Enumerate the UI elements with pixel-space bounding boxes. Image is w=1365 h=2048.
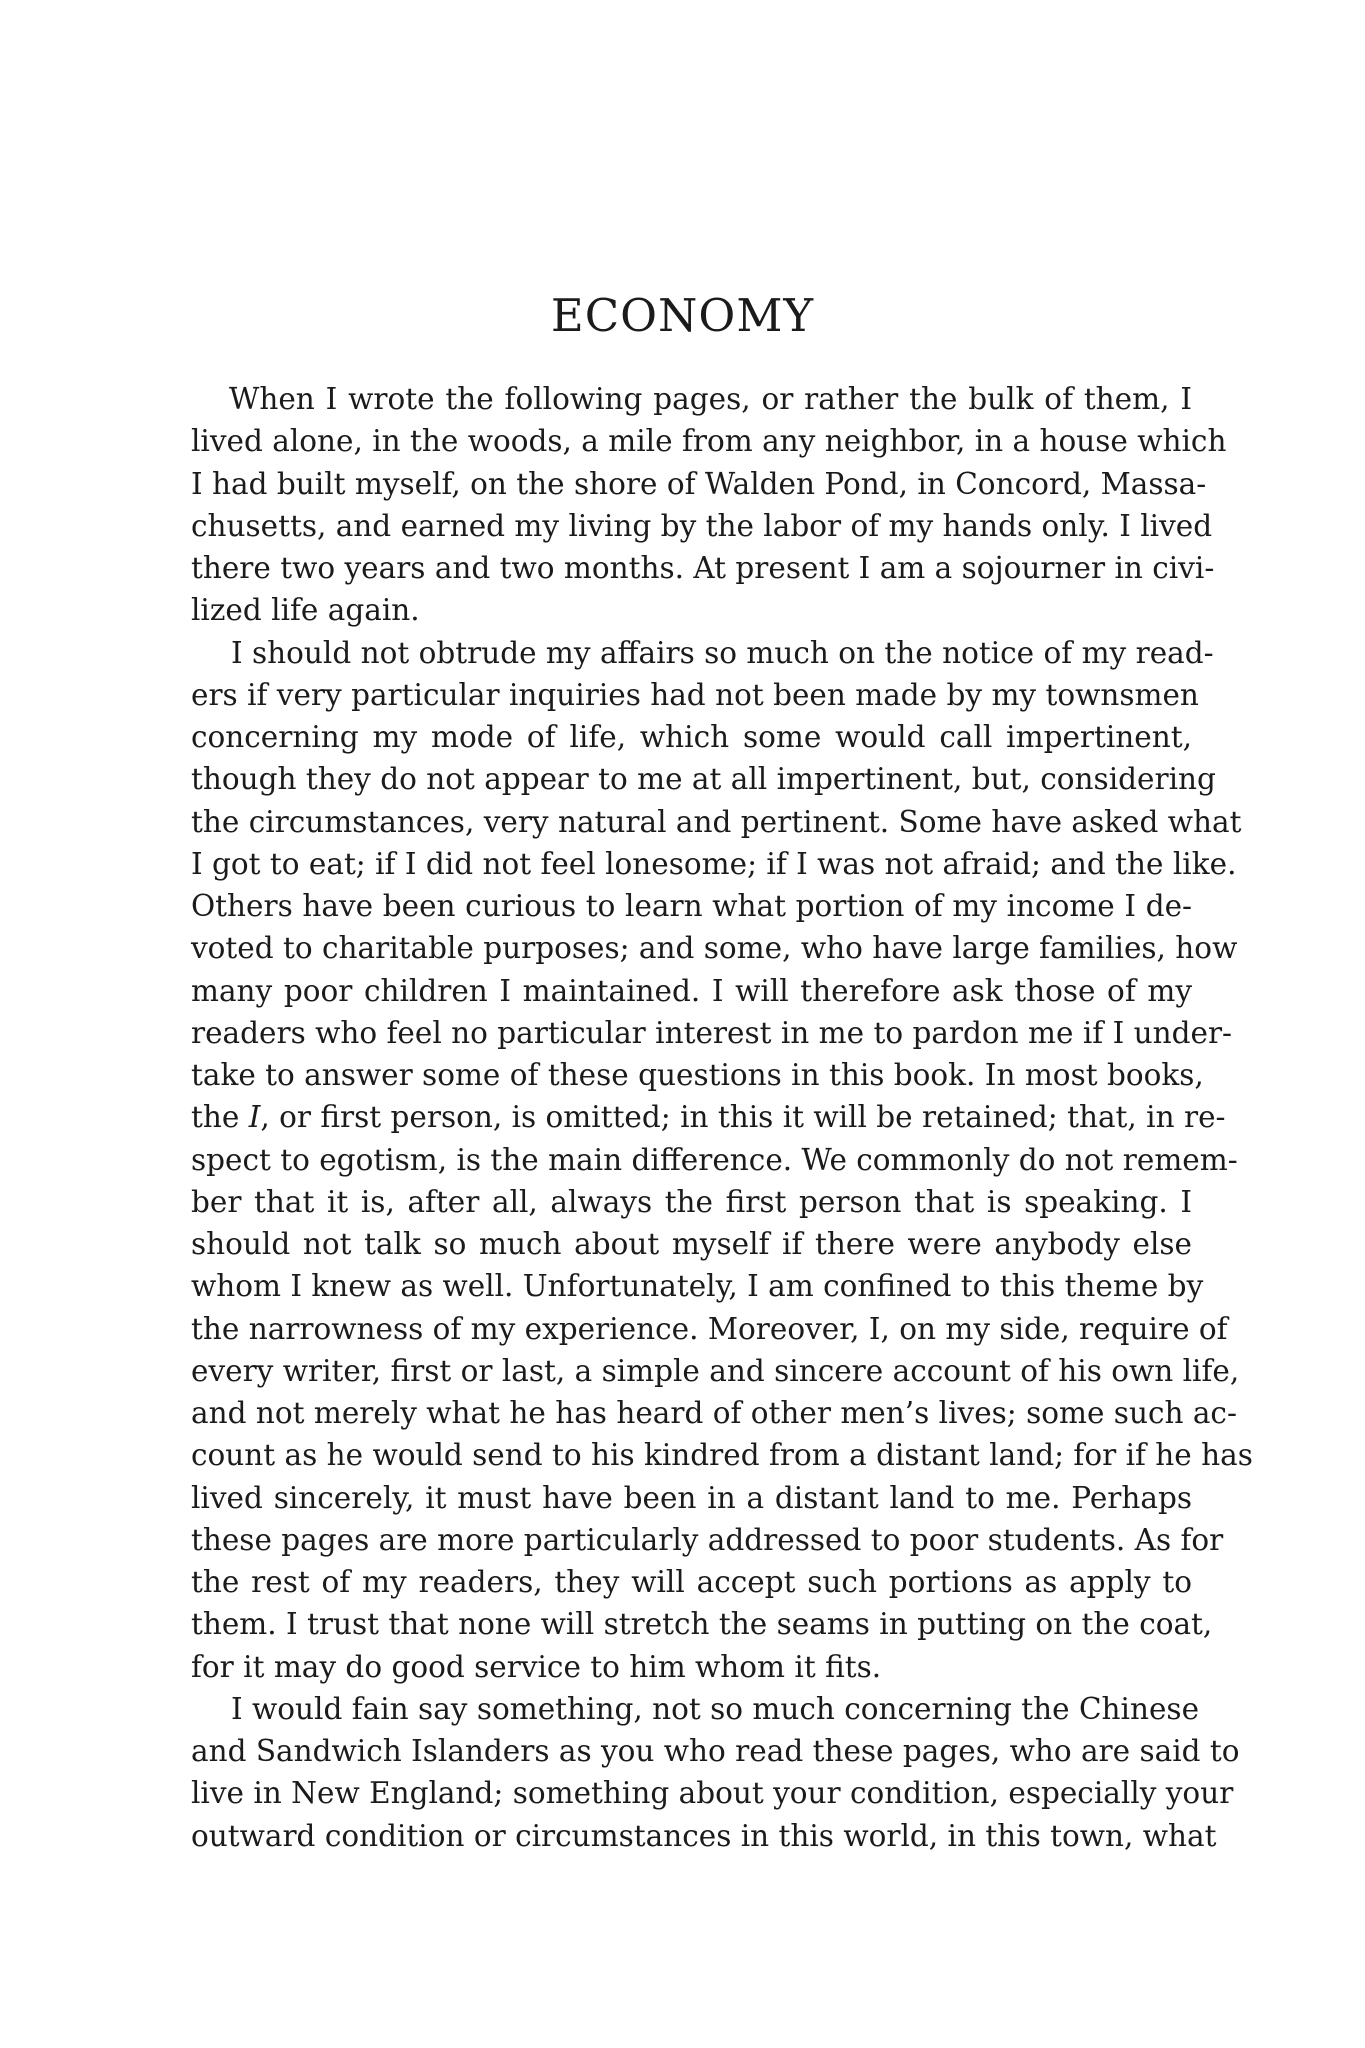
text-line: ber that it is, after all, always the first person that is speaking. I — [191, 1184, 1192, 1219]
text-line: I had built myself, on the shore of Walden Pond, in Concord, Massa- — [191, 466, 1207, 501]
text-line: and not merely what he has heard of other men’s lives; some such ac- — [191, 1396, 1237, 1430]
text-line: I got to eat; if I did not feel lonesome; if I was not afraid; and the like. — [191, 846, 1237, 881]
text-line: there two years and two months. At present I am a sojourner in civi- — [191, 551, 1215, 585]
chapter-title: ECONOMY — [550, 289, 815, 342]
text-line: voted to charitable purposes; and some, who have large families, how — [191, 931, 1238, 966]
text-line: ers if very particular inquiries had not been made by my townsmen — [191, 677, 1199, 712]
text-line: for it may do good service to him whom it fits. — [191, 1649, 882, 1684]
text-line: lived sincerely, it must have been in a distant land to me. Perhaps — [191, 1480, 1192, 1515]
text-line: lived alone, in the woods, a mile from any neighbor, in a house which — [191, 424, 1227, 459]
text-fragment: the — [191, 1100, 249, 1135]
italic-pronoun: I — [248, 1100, 261, 1135]
body-text — [191, 378, 1253, 1857]
text-line: readers who feel no particular interest in me to pardon me if I under- — [191, 1015, 1233, 1050]
text-line: I should not obtrude my affairs so much on the notice of my read- — [231, 635, 1214, 670]
text-fragment: , or first person, is omitted; in this it will be retained; that, in re- — [260, 1100, 1226, 1135]
text-line: lized life again. — [191, 593, 420, 628]
text-line: count as he would send to his kindred from a distant land; for if he has — [191, 1438, 1253, 1473]
text-line: should not talk so much about myself if there were anybody else — [191, 1227, 1192, 1261]
text-line: concerning my mode of life, which some would call impertinent, — [191, 720, 1192, 754]
text-line: chusetts, and earned my living by the labor of my hands only. I lived — [191, 508, 1213, 543]
text-line: whom I knew as well. Unfortunately, I am confined to this theme by — [191, 1269, 1204, 1304]
text-line: Others have been curious to learn what portion of my income I de- — [191, 889, 1192, 923]
text-line: live in New England; something about your condition, especially your — [191, 1776, 1234, 1811]
text-line: every writer, first or last, a simple and sincere account of his own life, — [191, 1353, 1240, 1388]
text-line: the rest of my readers, they will accept such portions as apply to — [191, 1565, 1192, 1599]
text-line — [191, 1096, 1226, 1138]
text-line: the circumstances, very natural and pertinent. Some have asked what — [191, 804, 1242, 839]
text-line: the narrowness of my experience. Moreover, I, on my side, require of — [191, 1311, 1228, 1346]
text-line: them. I trust that none will stretch the seams in putting on the coat, — [191, 1607, 1213, 1642]
text-line: these pages are more particularly addressed to poor students. As for — [191, 1522, 1224, 1557]
text-line: many poor children I maintained. I will therefore ask those of my — [191, 973, 1192, 1008]
text-line: and Sandwich Islanders as you who read these pages, who are said to — [191, 1734, 1240, 1768]
text-line: spect to egotism, is the main difference. We commonly do not remem- — [191, 1142, 1238, 1177]
text-line: outward condition or circumstances in this world, in this town, what — [191, 1818, 1217, 1853]
text-line: take to answer some of these questions in this book. In most books, — [191, 1058, 1204, 1092]
text-line: I would fain say something, not so much concerning the Chinese — [231, 1691, 1200, 1726]
text-line: though they do not appear to me at all impertinent, but, considering — [191, 762, 1216, 797]
text-line: When I wrote the following pages, or rather the bulk of them, I — [229, 382, 1192, 416]
